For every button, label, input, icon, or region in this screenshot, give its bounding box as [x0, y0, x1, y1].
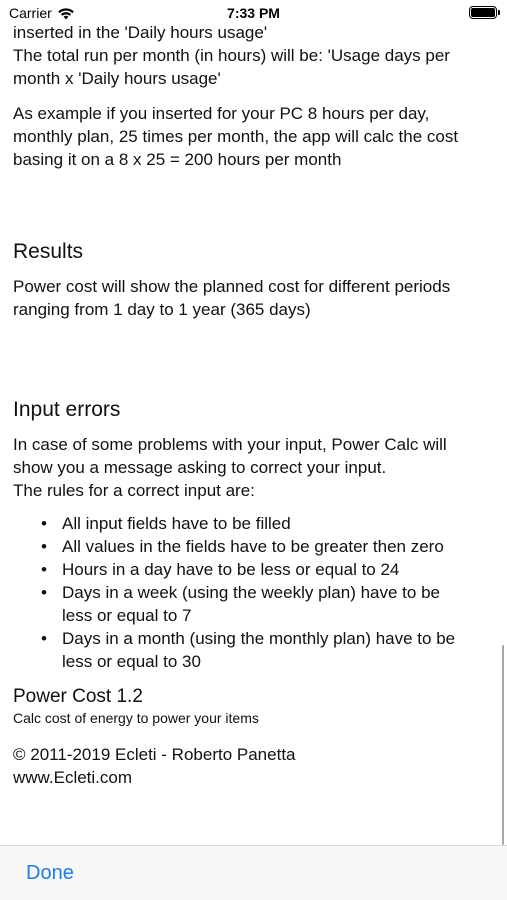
text-line: The total run per month (in hours) will be: 'Usage days per [13, 46, 450, 65]
status-time: 7:33 PM [227, 5, 280, 21]
list-item [13, 581, 498, 627]
copyright-text: © 2011-2019 Ecleti - Roberto Panetta [13, 745, 296, 764]
results-heading: Results [13, 240, 84, 263]
intro-paragraph [13, 21, 498, 90]
text-line: Days in a month (using the monthly plan) have to be [62, 629, 456, 648]
text-line: All values in the fields have to be greater then zero [62, 537, 444, 556]
text-line: Power cost will show the planned cost for different periods [13, 277, 451, 296]
example-paragraph [13, 102, 498, 171]
rules-list [13, 512, 498, 673]
text-line: inserted in the 'Daily hours usage' [13, 23, 268, 42]
list-item [13, 558, 498, 581]
app-tagline: Calc cost of energy to power your items [13, 710, 259, 726]
website-link[interactable]: www.Ecleti.com [13, 768, 133, 787]
text-line: Days in a week (using the weekly plan) have to be [62, 583, 440, 602]
text-line: basing it on a 8 x 25 = 200 hours per month [13, 150, 342, 169]
text-line: monthly plan, 25 times per month, the app will calc the cost [13, 127, 459, 146]
text-line: less or equal to 30 [62, 652, 201, 671]
done-button[interactable]: Done [26, 862, 74, 884]
list-item [13, 535, 498, 558]
list-item [13, 627, 498, 673]
scroll-indicator[interactable] [502, 645, 505, 845]
text-line: The rules for a correct input are: [13, 481, 255, 500]
text-line: As example if you inserted for your PC 8 hours per day, [13, 104, 430, 123]
text-line: month x 'Daily hours usage' [13, 69, 221, 88]
carrier-label: Carrier [9, 5, 52, 21]
text-line: ranging from 1 day to 1 year (365 days) [13, 300, 311, 319]
bullet-icon: • [41, 560, 47, 579]
bullet-icon: • [41, 629, 47, 648]
battery-icon [469, 6, 497, 19]
text-line: less or equal to 7 [62, 606, 192, 625]
battery-fill [471, 8, 495, 17]
help-content [13, 21, 498, 789]
bullet-icon: • [41, 537, 47, 556]
text-line: In case of some problems with your input, Power Calc will [13, 435, 447, 454]
input-errors-heading: Input errors [13, 398, 121, 421]
text-line: Hours in a day have to be less or equal to 24 [62, 560, 400, 579]
input-errors-paragraph [13, 433, 498, 502]
text-line: All input fields have to be filled [62, 514, 291, 533]
bullet-icon: • [41, 514, 47, 533]
text-line: show you a message asking to correct your input. [13, 458, 387, 477]
battery-nub [498, 10, 500, 15]
results-paragraph [13, 275, 498, 321]
bullet-icon: • [41, 583, 47, 602]
app-title: Power Cost 1.2 [13, 686, 143, 707]
list-item [13, 512, 498, 535]
bottom-toolbar [0, 845, 507, 900]
